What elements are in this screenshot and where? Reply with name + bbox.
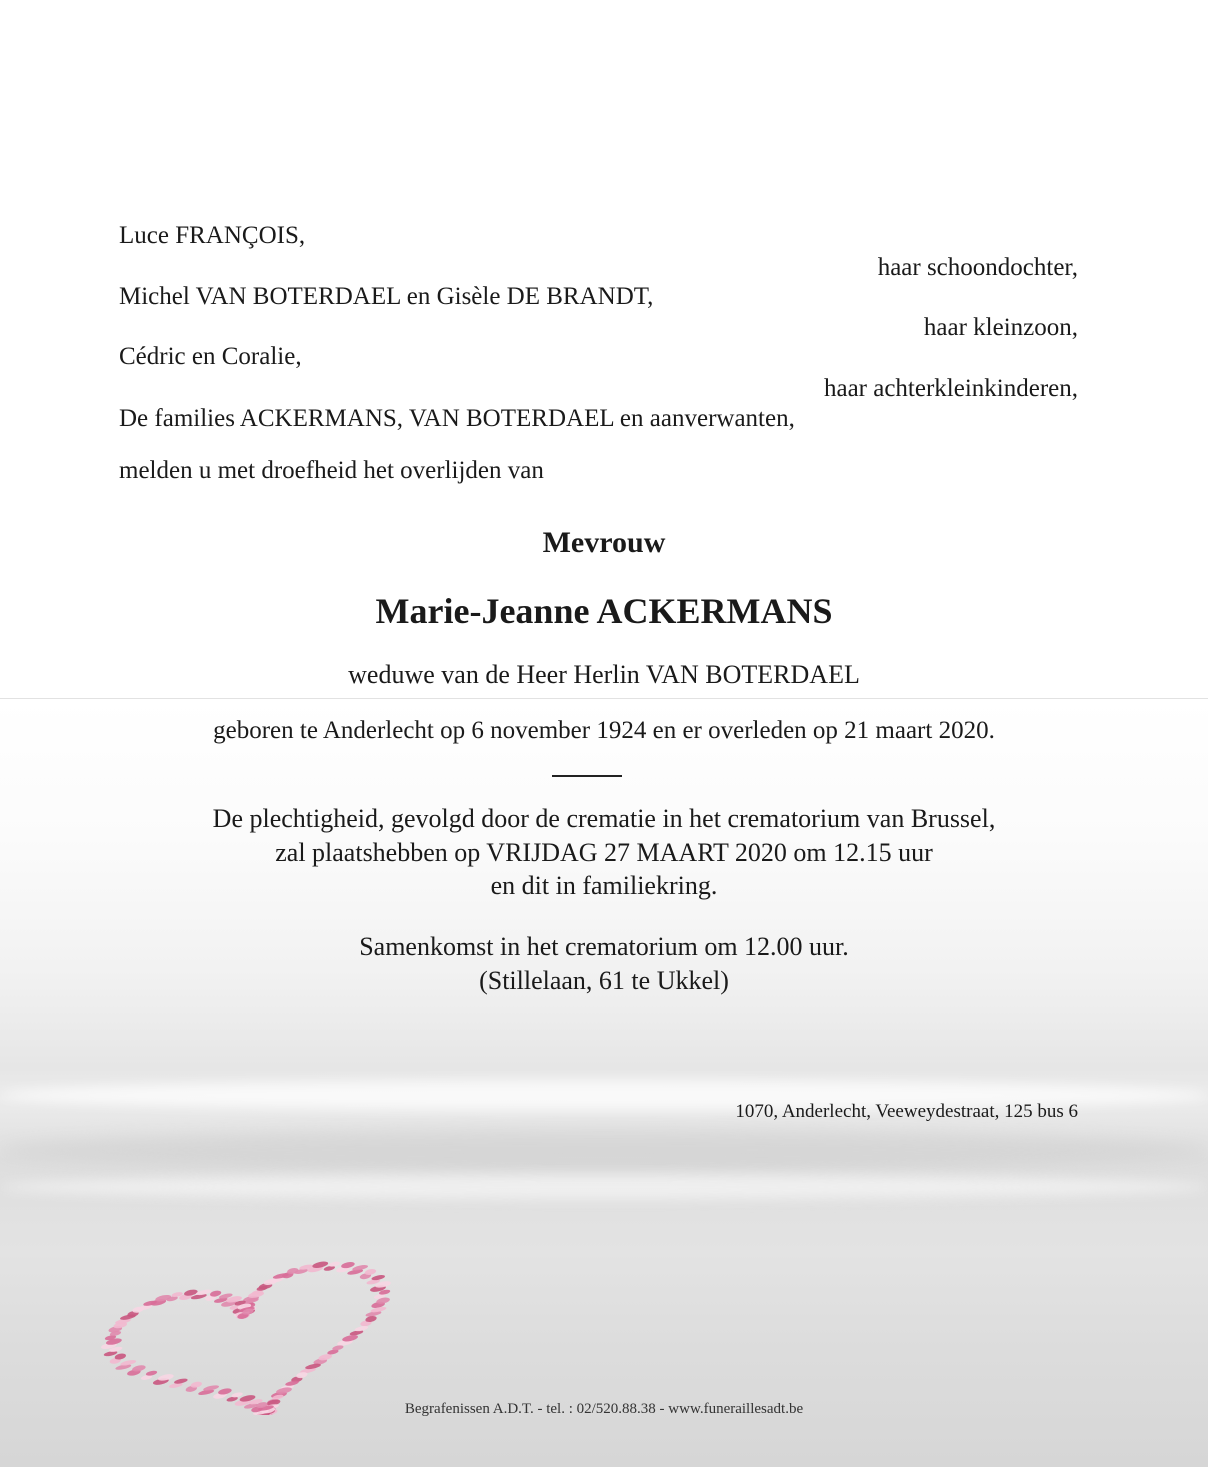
fold-line xyxy=(0,698,1208,699)
wave-foam xyxy=(0,1175,1208,1199)
funeral-home-footer: Begrafenissen A.D.T. - tel. : 02/520.88.38 - www.funeraillesadt.be xyxy=(404,1401,804,1417)
gathering-address: (Stillelaan, 61 te Ukkel) xyxy=(479,966,729,995)
wave-shadow xyxy=(0,1130,1208,1170)
family-line-2-relation: haar kleinzoon, xyxy=(923,314,1078,341)
gathering-text: Samenkomst in het crematorium om 12.00 uur. xyxy=(359,932,849,961)
announcement-text: melden u met droefheid het overlijden van xyxy=(119,457,544,484)
family-line-4-name: De families ACKERMANS, VAN BOTERDAEL en aanverwanten, xyxy=(119,405,795,432)
home-address: 1070, Anderlecht, Veeweydestraat, 125 bus 6 xyxy=(735,1101,1078,1122)
family-line-1-relation: haar schoondochter, xyxy=(877,254,1078,281)
family-line-3-name: Cédric en Coralie, xyxy=(119,343,302,370)
deceased-name: Marie-Jeanne ACKERMANS xyxy=(375,591,833,631)
born-died-text: geboren te Anderlecht op 6 november 1924 en er overleden op 21 maart 2020. xyxy=(213,717,995,744)
ceremony-line-2: zal plaatshebben op VRIJDAG 27 MAART 2020 om 12.15 uur xyxy=(275,838,933,867)
ceremony-line-3: en dit in familiekring. xyxy=(490,871,718,900)
ceremony-line-1: De plechtigheid, gevolgd door de crematie in het crematorium van Brussel, xyxy=(212,804,996,833)
family-line-2-name: Michel VAN BOTERDAEL en Gisèle DE BRANDT, xyxy=(119,283,654,310)
section-divider xyxy=(552,775,622,777)
flower-heart-icon xyxy=(90,1245,400,1415)
widow-of-text: weduwe van de Heer Herlin VAN BOTERDAEL xyxy=(348,660,860,689)
deceased-title: Mevrouw xyxy=(542,526,666,559)
family-line-1-name: Luce FRANÇOIS, xyxy=(119,222,306,249)
family-line-3-relation: haar achterkleinkinderen, xyxy=(823,375,1078,402)
